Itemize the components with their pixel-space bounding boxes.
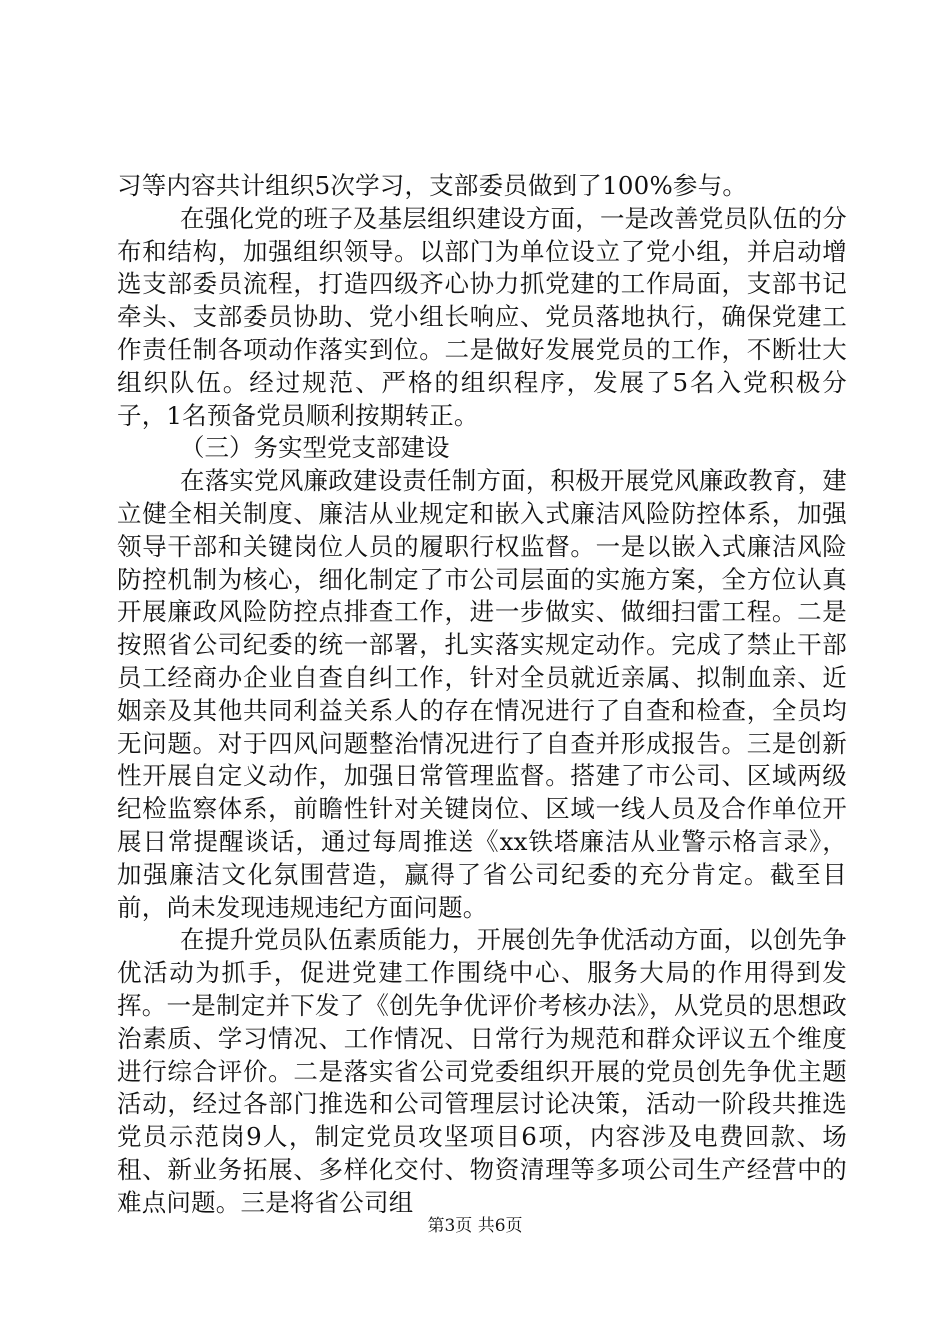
section-heading: （三）务实型党支部建设	[180, 433, 450, 463]
paragraph-organization-building: 在强化党的班子及基层组织建设方面，一是改善党员队伍的分布和结构，加强组织领导。以部门为单位设立了党小组，并启动增选支部委员流程，打造四级齐心协力抓党建的工作局面，支部书记牵头、支部委员协助、党小组长响应、党员落地执行，确保党建工作责任制各项动作落实到位。二是做好发展党员的工作，不断壮大组织队伍。经过规范、严格的组织程序，发展了5名入党积极分子，1名预备党员顺利按期转正。	[117, 203, 847, 430]
paragraph-integrity-building: 在落实党风廉政建设责任制方面，积极开展党风廉政教育，建立健全相关制度、廉洁从业规定和嵌入式廉洁风险防控体系，加强领导干部和关键岗位人员的履职行权监督。一是以嵌入式廉洁风险防控机制为核心，细化制定了市公司层面的实施方案，全方位认真开展廉政风险防控点排查工作，进一步做实、做细扫雷工程。二是按照省公司纪委的统一部署，扎实落实规定动作。完成了禁止干部员工经商办企业自查自纠工作，针对全员就近亲属、拟制血亲、近姻亲及其他共同利益关系人的存在情况进行了自查和检查，全员均无问题。对于四风问题整治情况进行了自查并形成报告。三是创新性开展自定义动作，加强日常管理监督。搭建了市公司、区域两级纪检监察体系，前瞻性针对关键岗位、区域一线人员及合作单位开展日常提醒谈话，通过每周推送《xx铁塔廉洁从业警示格言录》，加强廉洁文化氛围营造，赢得了省公司纪委的充分肯定。截至目前，尚未发现违规违纪方面问题。	[117, 466, 847, 922]
document-body	[117, 170, 847, 1220]
paragraph-excellence-activity: 在提升党员队伍素质能力，开展创先争优活动方面，以创先争优活动为抓手，促进党建工作围绕中心、服务大局的作用得到发挥。一是制定并下发了《创先争优评价考核办法》，从党员的思想政治素质、学习情况、工作情况、日常行为规范和群众评议五个维度进行综合评价。二是落实省公司党委组织开展的党员创先争优主题活动，经过各部门推选和公司管理层讨论决策，活动一阶段共推选党员示范岗9人，制定党员攻坚项目6项，内容涉及电费回款、场租、新业务拓展、多样化交付、物资清理等多项公司生产经营中的难点问题。三是将省公司组	[117, 925, 847, 1217]
page-number-footer: 第3页 共6页	[427, 1216, 523, 1236]
paragraph-study-count: 习等内容共计组织5次学习，支部委员做到了100%参与。	[117, 171, 748, 200]
